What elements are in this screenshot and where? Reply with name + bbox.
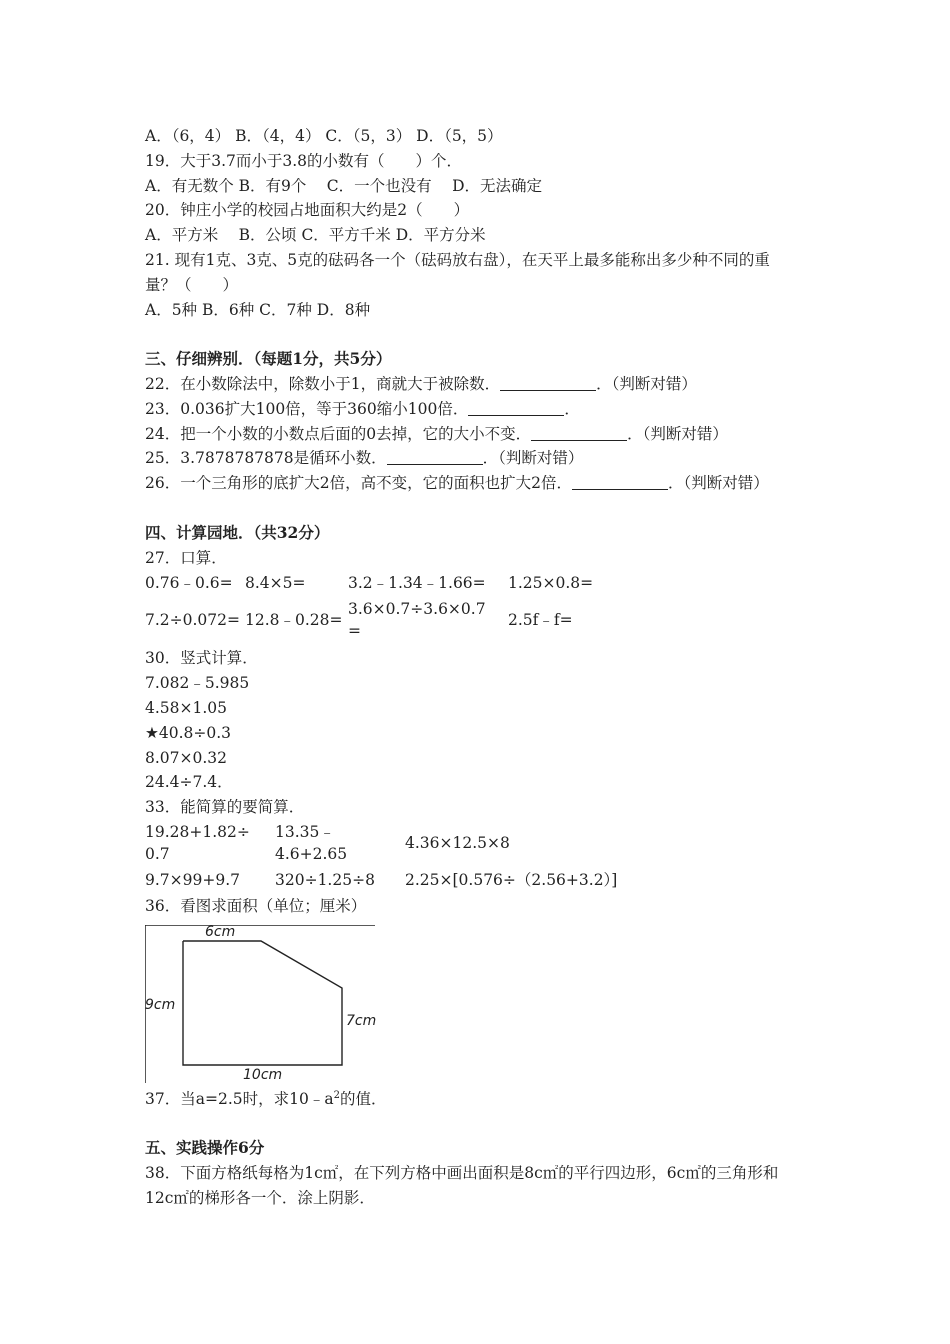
q20-text: 20．钟庄小学的校园占地面积大约是2（ ） [145,201,470,220]
q25: 25．3.7878787878是循环小数． ．（判断对错） [145,449,584,468]
oral-item: 3.6×0.7÷3.6×0.7= [348,600,486,641]
q38-line1: 38．下面方格纸每格为1c㎡，在下列方格中画出面积是8c㎡的平行四边形，6c㎡的三角形和 [145,1164,779,1183]
q30-text: 30．竖式计算． [145,649,258,668]
q26: 26．一个三角形的底扩大2倍，高不变，它的面积也扩大2倍． ．（判断对错） [145,474,769,493]
oral-item: 7.2÷0.072= [145,611,240,630]
vertical-item: 8.07×0.32 [145,748,228,767]
oral-item: 3.2﹣1.34﹣1.66= [348,574,486,593]
vertical-item: 24.4÷7.4． [145,773,233,792]
oral-item: 2.5f﹣f= [508,611,573,630]
label-left: 9cm [145,996,176,1013]
oral-item: 12.8﹣0.28= [245,611,343,630]
answer-blank[interactable] [531,424,627,441]
q21-text-line2: 量？（ ） [145,275,239,294]
answer-blank[interactable] [468,399,564,416]
table-row [145,596,618,644]
simplify-item: 4.36×12.5×8 [405,833,510,852]
answer-blank[interactable] [572,473,668,490]
q19-options: A．有无数个 B．有9个 C．一个也没有 D．无法确定 [145,176,543,195]
q23: 23．0.036扩大100倍，等于360缩小100倍． ． [145,399,580,418]
q36-text: 36．看图求面积（单位；厘米） [145,896,367,915]
table-row [145,570,618,596]
trapezoid-figure [145,925,377,1083]
q19-text: 19．大于3.7而小于3.8的小数有（ ）个． [145,151,463,170]
vertical-item: 4.58×1.05 [145,698,228,717]
q27-text: 27．口算． [145,548,227,567]
oral-item: 0.76﹣0.6= [145,574,233,593]
trapezoid-diagram [145,925,377,1083]
label-top: 6cm [205,923,236,940]
simplify-table [145,820,635,894]
q33-text: 33．能简算的要简算． [145,798,305,817]
q21-text-line1: 21. 现有1克、3克、5克的砝码各一个（砝码放右盘），在天平上最多能称出多少种不同的重 [145,250,770,269]
label-right: 7cm [346,1012,377,1029]
vertical-item: 7.082﹣5.985 [145,674,250,693]
q20-options: A．平方米 B．公顷 C．平方千米 D．平方分米 [145,226,486,245]
answer-blank[interactable] [500,374,596,391]
table-row [145,820,635,866]
table-row [145,866,635,894]
q22: 22．在小数除法中，除数小于1，商就大于被除数． ．（判断对错） [145,374,697,393]
q38-line2: 12c㎡的梯形各一个．涂上阴影． [145,1188,375,1207]
section3-heading: 三、仔细辨别．（每题1分，共5分） [145,349,392,369]
q37-text: 37．当a=2.5时，求$10﹣a^2$的值． [145,1089,387,1108]
trapezoid-shape [183,941,342,1065]
answer-blank[interactable] [387,448,483,465]
q24: 24．把一个小数的小数点后面的0去掉，它的大小不变． ．（判断对错） [145,424,728,443]
section4-heading: 四、计算园地．（共32分） [145,522,330,542]
simplify-item: 19.28+1.82÷0.7 [145,822,250,863]
vertical-item: ★40.8÷0.3 [145,723,232,742]
oral-calc-table [145,570,618,644]
simplify-item: 320÷1.25÷8 [275,870,375,889]
section5-heading: 五、实践操作6分 [145,1138,265,1158]
simplify-item: 13.35﹣4.6+2.65 [275,822,348,863]
q21-options: A．5种 B．6种 C．7种 D．8种 [145,300,371,319]
q18-options: A．（6，4） B．（4，4） C．（5，3） D．（5，5） [145,127,503,145]
simplify-item: 9.7×99+9.7 [145,870,240,889]
oral-item: 1.25×0.8= [508,574,594,593]
simplify-item: 2.25×[0.576÷（2.56+3.2）] [405,870,618,889]
label-bottom: 10cm [243,1066,283,1083]
oral-item: 8.4×5= [245,574,306,593]
exam-page [145,124,825,1211]
